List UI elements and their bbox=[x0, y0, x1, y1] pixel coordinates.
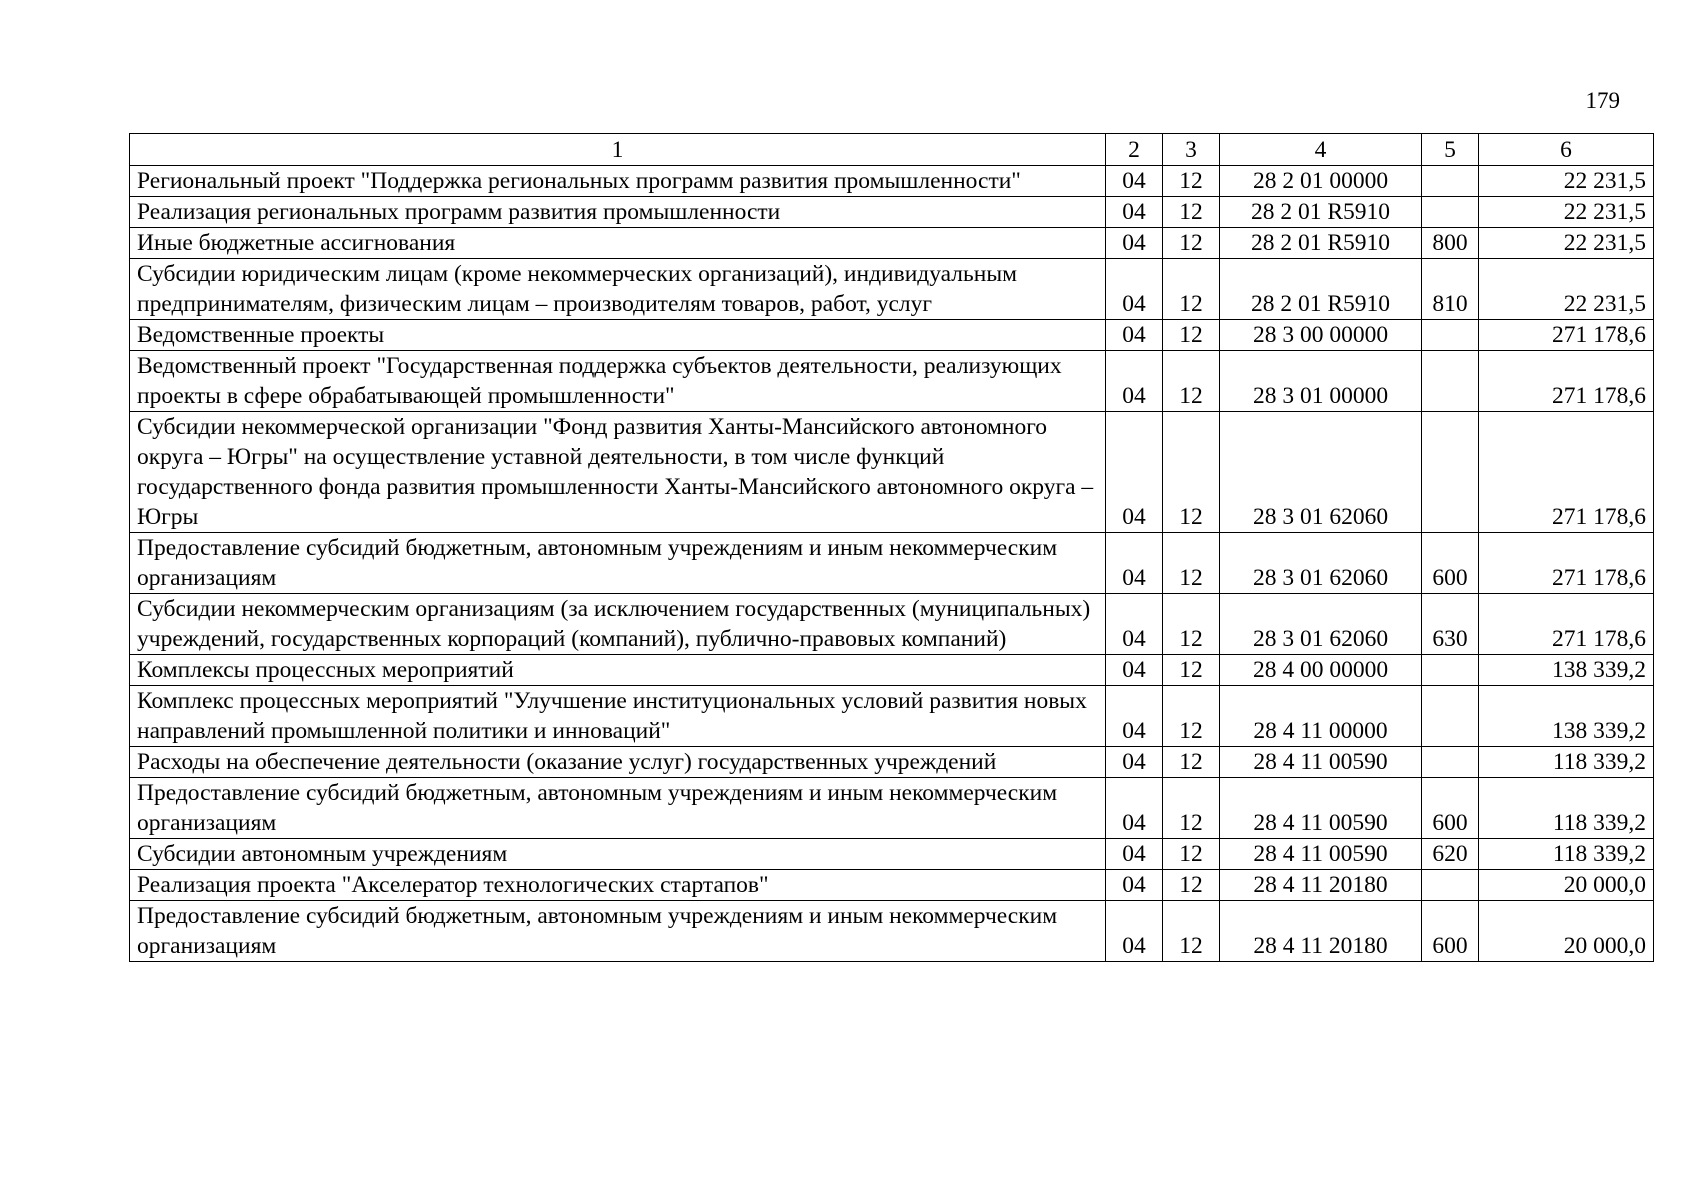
target-article-cell: 28 3 01 62060 bbox=[1220, 412, 1422, 533]
section-code-cell: 04 bbox=[1106, 228, 1163, 259]
amount-cell: 20 000,0 bbox=[1479, 901, 1654, 962]
table-row bbox=[130, 320, 1654, 351]
section-code-cell: 04 bbox=[1106, 166, 1163, 197]
expense-type-cell: 600 bbox=[1422, 778, 1479, 839]
amount-cell: 138 339,2 bbox=[1479, 655, 1654, 686]
amount-cell: 271 178,6 bbox=[1479, 412, 1654, 533]
amount-cell: 271 178,6 bbox=[1479, 594, 1654, 655]
target-article-cell: 28 2 01 R5910 bbox=[1220, 197, 1422, 228]
column-header: 6 bbox=[1479, 134, 1654, 166]
table-header-row bbox=[130, 134, 1654, 166]
section-code-cell: 04 bbox=[1106, 197, 1163, 228]
item-name-cell: Предоставление субсидий бюджетным, автономным учреждениям и иным некоммерческим организациям bbox=[130, 778, 1106, 839]
item-name-cell: Реализация проекта "Акселератор технологических стартапов" bbox=[130, 870, 1106, 901]
section-code-cell: 04 bbox=[1106, 747, 1163, 778]
section-code-cell: 04 bbox=[1106, 839, 1163, 870]
expense-type-cell bbox=[1422, 197, 1479, 228]
subsection-code-cell: 12 bbox=[1163, 778, 1220, 839]
subsection-code-cell: 12 bbox=[1163, 320, 1220, 351]
expense-type-cell: 620 bbox=[1422, 839, 1479, 870]
item-name-cell: Реализация региональных программ развития промышленности bbox=[130, 197, 1106, 228]
table-row bbox=[130, 259, 1654, 320]
table-row bbox=[130, 594, 1654, 655]
section-code-cell: 04 bbox=[1106, 259, 1163, 320]
subsection-code-cell: 12 bbox=[1163, 686, 1220, 747]
expense-type-cell bbox=[1422, 166, 1479, 197]
subsection-code-cell: 12 bbox=[1163, 197, 1220, 228]
subsection-code-cell: 12 bbox=[1163, 655, 1220, 686]
column-header: 4 bbox=[1220, 134, 1422, 166]
amount-cell: 22 231,5 bbox=[1479, 166, 1654, 197]
item-name-cell: Предоставление субсидий бюджетным, автономным учреждениям и иным некоммерческим организациям bbox=[130, 533, 1106, 594]
table-row bbox=[130, 686, 1654, 747]
budget-table bbox=[129, 133, 1654, 962]
target-article-cell: 28 3 01 00000 bbox=[1220, 351, 1422, 412]
target-article-cell: 28 2 01 00000 bbox=[1220, 166, 1422, 197]
table-row bbox=[130, 747, 1654, 778]
subsection-code-cell: 12 bbox=[1163, 901, 1220, 962]
column-header: 5 bbox=[1422, 134, 1479, 166]
target-article-cell: 28 4 11 00590 bbox=[1220, 747, 1422, 778]
amount-cell: 22 231,5 bbox=[1479, 228, 1654, 259]
subsection-code-cell: 12 bbox=[1163, 259, 1220, 320]
subsection-code-cell: 12 bbox=[1163, 412, 1220, 533]
subsection-code-cell: 12 bbox=[1163, 228, 1220, 259]
item-name-cell: Иные бюджетные ассигнования bbox=[130, 228, 1106, 259]
section-code-cell: 04 bbox=[1106, 594, 1163, 655]
expense-type-cell bbox=[1422, 412, 1479, 533]
item-name-cell: Предоставление субсидий бюджетным, автономным учреждениям и иным некоммерческим организациям bbox=[130, 901, 1106, 962]
column-header: 3 bbox=[1163, 134, 1220, 166]
expense-type-cell bbox=[1422, 351, 1479, 412]
item-name-cell: Расходы на обеспечение деятельности (оказание услуг) государственных учреждений bbox=[130, 747, 1106, 778]
expense-type-cell bbox=[1422, 686, 1479, 747]
target-article-cell: 28 3 01 62060 bbox=[1220, 594, 1422, 655]
amount-cell: 118 339,2 bbox=[1479, 747, 1654, 778]
table-row bbox=[130, 839, 1654, 870]
target-article-cell: 28 4 11 00590 bbox=[1220, 839, 1422, 870]
subsection-code-cell: 12 bbox=[1163, 839, 1220, 870]
subsection-code-cell: 12 bbox=[1163, 166, 1220, 197]
table-row bbox=[130, 197, 1654, 228]
column-header: 2 bbox=[1106, 134, 1163, 166]
target-article-cell: 28 3 01 62060 bbox=[1220, 533, 1422, 594]
table-row bbox=[130, 412, 1654, 533]
column-header: 1 bbox=[130, 134, 1106, 166]
amount-cell: 22 231,5 bbox=[1479, 259, 1654, 320]
item-name-cell: Региональный проект "Поддержка региональных программ развития промышленности" bbox=[130, 166, 1106, 197]
subsection-code-cell: 12 bbox=[1163, 870, 1220, 901]
item-name-cell: Субсидии некоммерческим организациям (за исключением государственных (муниципальных) учреждений, государственных корпораций (компаний), публично-правовых компаний) bbox=[130, 594, 1106, 655]
target-article-cell: 28 4 11 00000 bbox=[1220, 686, 1422, 747]
section-code-cell: 04 bbox=[1106, 351, 1163, 412]
amount-cell: 138 339,2 bbox=[1479, 686, 1654, 747]
section-code-cell: 04 bbox=[1106, 778, 1163, 839]
amount-cell: 271 178,6 bbox=[1479, 351, 1654, 412]
amount-cell: 271 178,6 bbox=[1479, 533, 1654, 594]
item-name-cell: Ведомственный проект "Государственная поддержка субъектов деятельности, реализующих проекты в сфере обрабатывающей промышленности" bbox=[130, 351, 1106, 412]
item-name-cell: Субсидии автономным учреждениям bbox=[130, 839, 1106, 870]
table-row bbox=[130, 228, 1654, 259]
section-code-cell: 04 bbox=[1106, 412, 1163, 533]
target-article-cell: 28 4 11 20180 bbox=[1220, 870, 1422, 901]
subsection-code-cell: 12 bbox=[1163, 533, 1220, 594]
amount-cell: 118 339,2 bbox=[1479, 778, 1654, 839]
amount-cell: 20 000,0 bbox=[1479, 870, 1654, 901]
section-code-cell: 04 bbox=[1106, 686, 1163, 747]
table-row bbox=[130, 778, 1654, 839]
section-code-cell: 04 bbox=[1106, 655, 1163, 686]
item-name-cell: Субсидии юридическим лицам (кроме некоммерческих организаций), индивидуальным предпринимателям, физическим лицам – производителям товаров, работ, услуг bbox=[130, 259, 1106, 320]
table-row bbox=[130, 655, 1654, 686]
expense-type-cell: 800 bbox=[1422, 228, 1479, 259]
table-row bbox=[130, 166, 1654, 197]
subsection-code-cell: 12 bbox=[1163, 594, 1220, 655]
section-code-cell: 04 bbox=[1106, 533, 1163, 594]
item-name-cell: Комплексы процессных мероприятий bbox=[130, 655, 1106, 686]
table-row bbox=[130, 351, 1654, 412]
page-number: 179 bbox=[1585, 88, 1620, 113]
expense-type-cell: 600 bbox=[1422, 901, 1479, 962]
target-article-cell: 28 3 00 00000 bbox=[1220, 320, 1422, 351]
expense-type-cell bbox=[1422, 870, 1479, 901]
expense-type-cell: 600 bbox=[1422, 533, 1479, 594]
target-article-cell: 28 2 01 R5910 bbox=[1220, 259, 1422, 320]
expense-type-cell: 810 bbox=[1422, 259, 1479, 320]
target-article-cell: 28 4 00 00000 bbox=[1220, 655, 1422, 686]
amount-cell: 22 231,5 bbox=[1479, 197, 1654, 228]
expense-type-cell bbox=[1422, 747, 1479, 778]
expense-type-cell bbox=[1422, 655, 1479, 686]
target-article-cell: 28 4 11 00590 bbox=[1220, 778, 1422, 839]
target-article-cell: 28 2 01 R5910 bbox=[1220, 228, 1422, 259]
section-code-cell: 04 bbox=[1106, 901, 1163, 962]
table-row bbox=[130, 901, 1654, 962]
item-name-cell: Комплекс процессных мероприятий "Улучшение институциональных условий развития новых направлений промышленной политики и инноваций" bbox=[130, 686, 1106, 747]
item-name-cell: Ведомственные проекты bbox=[130, 320, 1106, 351]
expense-type-cell bbox=[1422, 320, 1479, 351]
target-article-cell: 28 4 11 20180 bbox=[1220, 901, 1422, 962]
section-code-cell: 04 bbox=[1106, 870, 1163, 901]
table-row bbox=[130, 533, 1654, 594]
amount-cell: 118 339,2 bbox=[1479, 839, 1654, 870]
item-name-cell: Субсидии некоммерческой организации "Фонд развития Ханты-Мансийского автономного округа – Югры" на осуществление уставной деятельности, в том числе функций государственного фонда развития промышленности Ханты-Мансийского автономного округа – Югры bbox=[130, 412, 1106, 533]
subsection-code-cell: 12 bbox=[1163, 351, 1220, 412]
subsection-code-cell: 12 bbox=[1163, 747, 1220, 778]
section-code-cell: 04 bbox=[1106, 320, 1163, 351]
amount-cell: 271 178,6 bbox=[1479, 320, 1654, 351]
table-row bbox=[130, 870, 1654, 901]
expense-type-cell: 630 bbox=[1422, 594, 1479, 655]
